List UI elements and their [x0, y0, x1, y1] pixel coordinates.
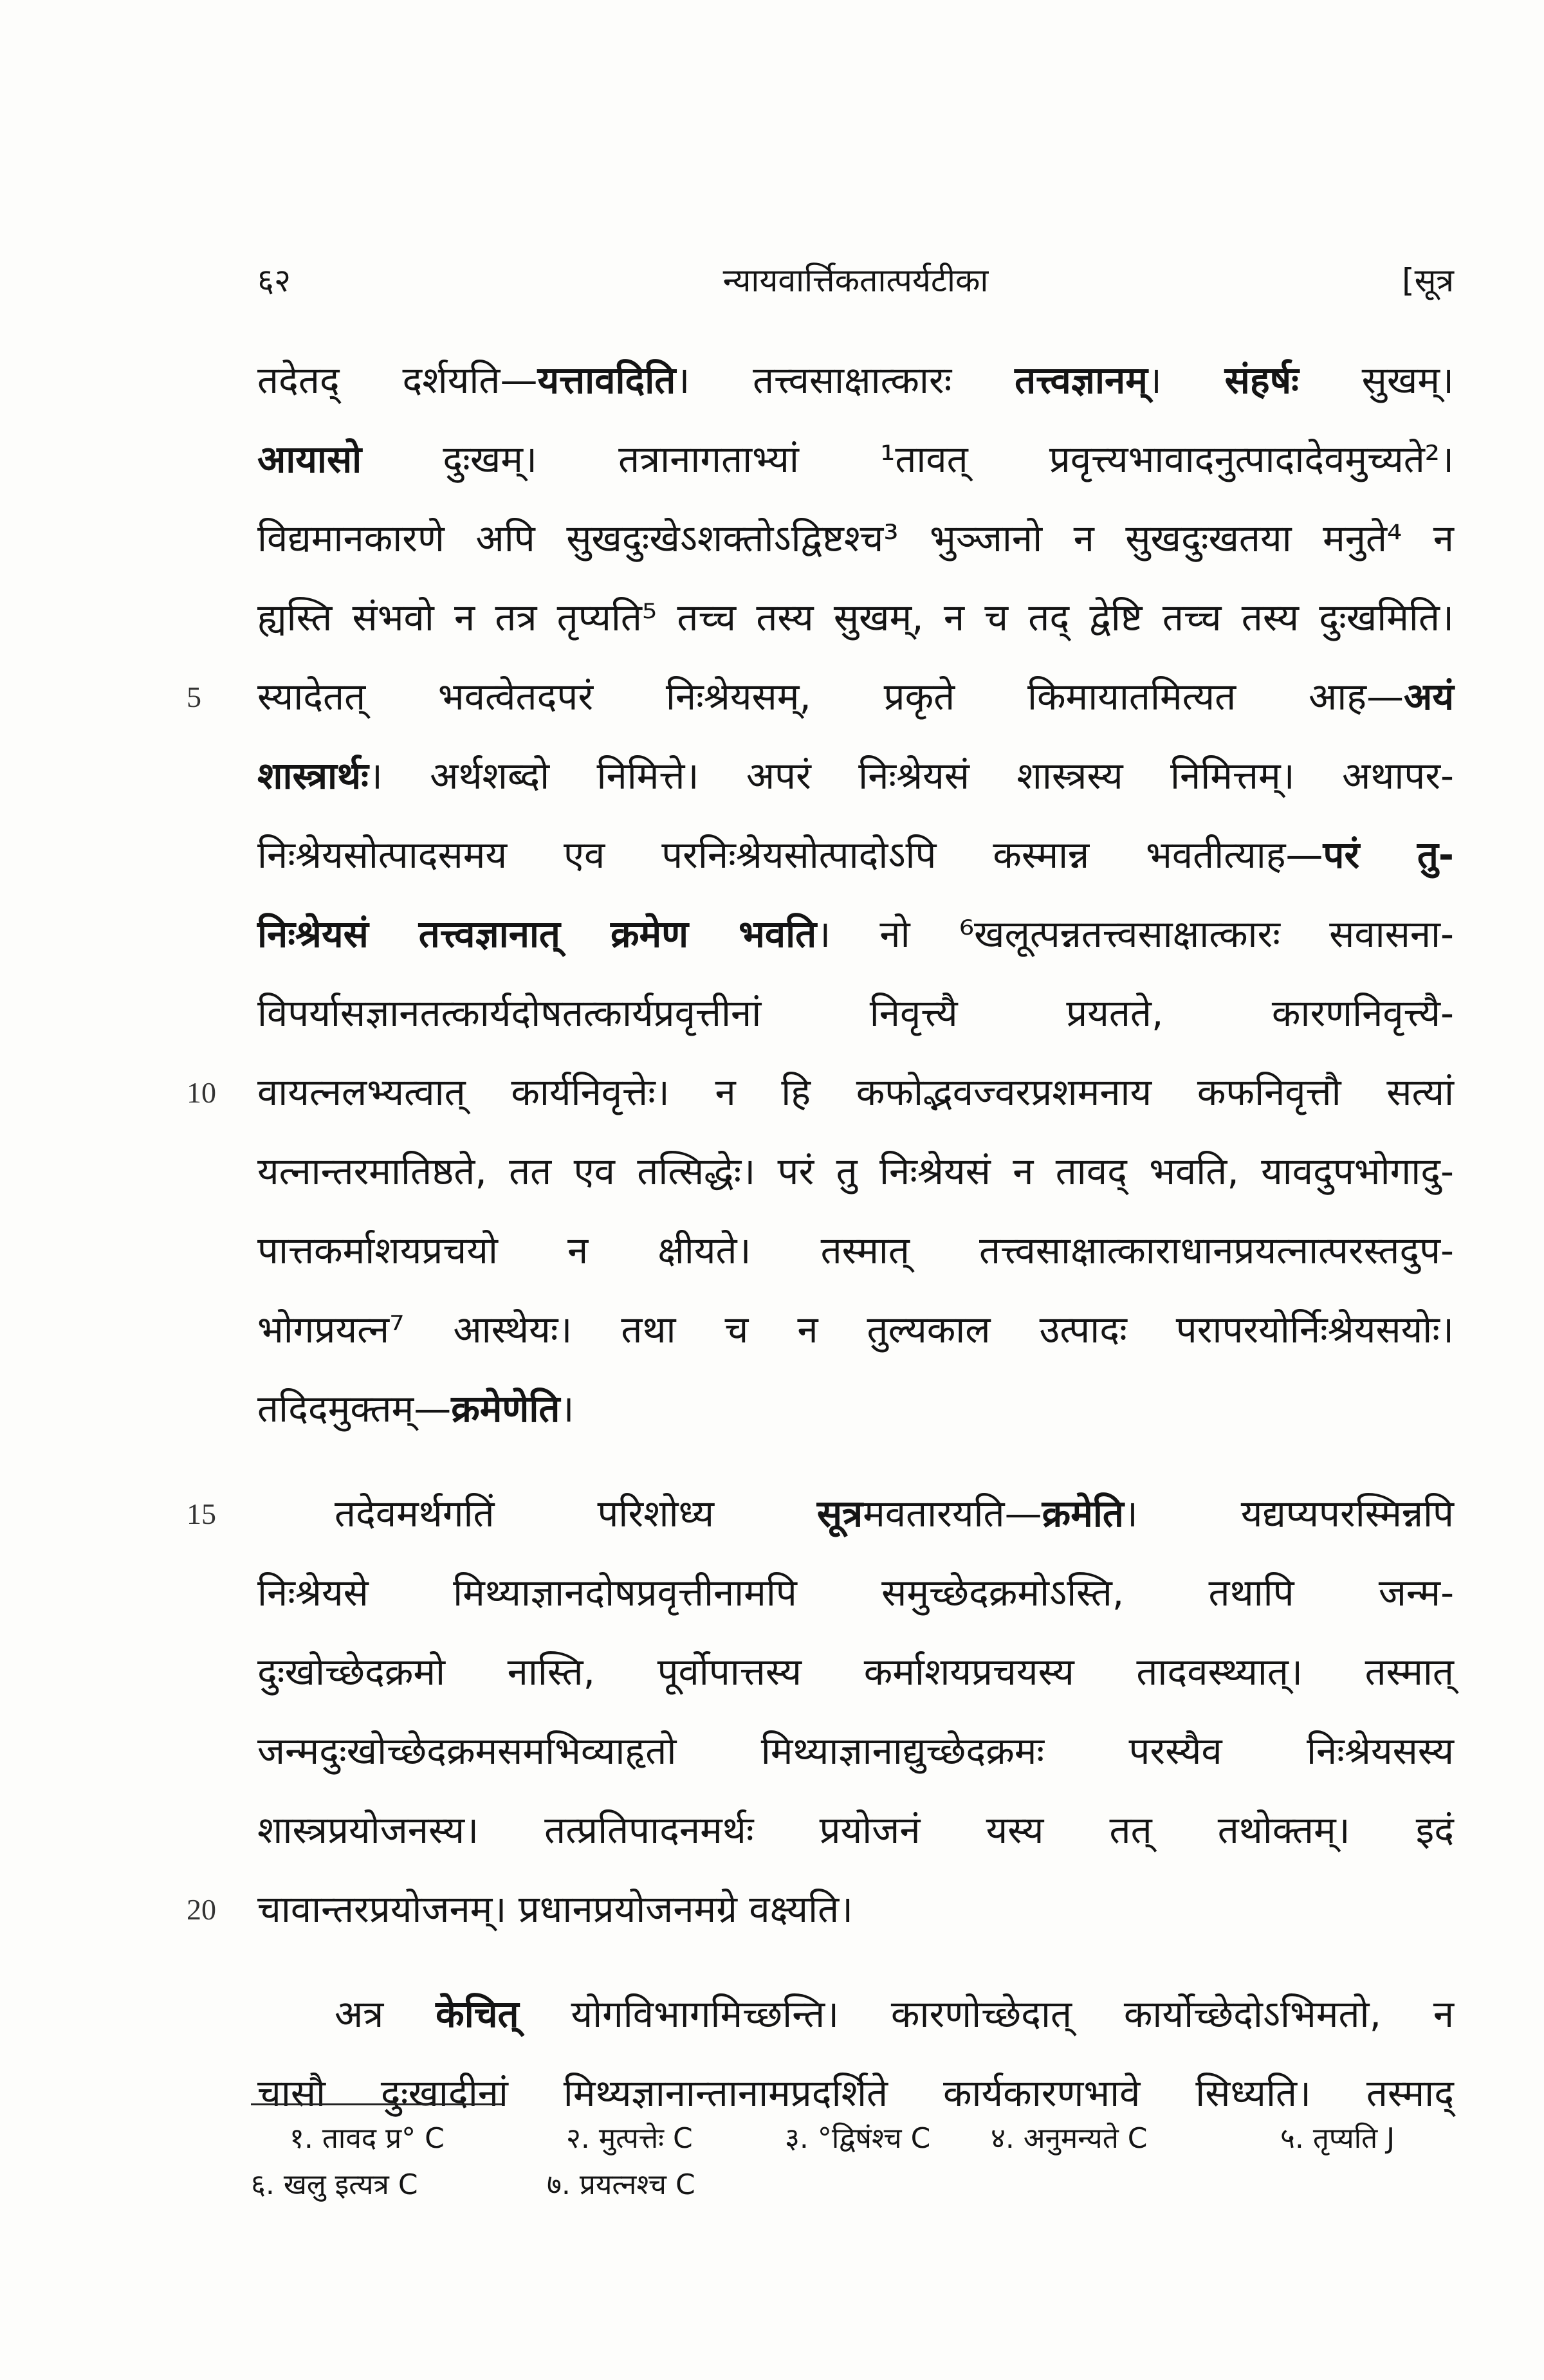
text-line	[187, 1053, 1454, 1132]
text-line	[257, 1975, 1454, 2054]
text-segment: शास्त्रप्रयोजनस्य। तत्प्रतिपादनमर्थः प्रयोजनं यस्य तत् तथोक्तम्। इदं	[257, 1808, 1454, 1852]
text-segment: ।	[560, 1387, 574, 1431]
bold-lemma: निःश्रेयसं तत्त्वज्ञानात् क्रमेण भवति	[257, 912, 817, 956]
text-segment: । तत्त्वसाक्षात्कारः	[676, 358, 1015, 402]
footnote-3: ३. °द्विषंश्च C	[785, 2122, 931, 2155]
bold-lemma: आयासो	[257, 437, 362, 481]
page-header	[257, 257, 1454, 315]
text-line	[257, 737, 1454, 816]
text-line	[257, 1633, 1454, 1712]
text-segment: मवतारयति—	[863, 1492, 1042, 1535]
text-segment: तदेतद् दर्शयति—	[257, 358, 538, 402]
text-segment: तदिदमुक्तम्—	[257, 1387, 452, 1431]
bold-lemma: केचित्	[436, 1992, 519, 2036]
line-number: 15	[187, 1497, 216, 1530]
text-line	[257, 1369, 1454, 1449]
text-line	[257, 420, 1454, 499]
bold-lemma: क्रमेति	[1042, 1492, 1124, 1535]
line-number: 10	[187, 1076, 216, 1109]
commentary-text	[187, 341, 1455, 2133]
bold-lemma: संहर्षः	[1224, 358, 1299, 402]
text-line	[257, 974, 1454, 1053]
text-segment: योगविभागमिच्छन्ति। कारणोच्छेदात् कार्योच्छेदोऽभिमतो, न	[519, 1992, 1455, 2036]
bold-lemma: परं तु-	[1323, 833, 1454, 877]
text-line	[257, 895, 1454, 974]
text-line	[257, 1290, 1454, 1369]
text-line	[257, 816, 1454, 895]
bold-lemma: यत्तावदिति	[537, 358, 676, 402]
text-line	[187, 1474, 1454, 1553]
text-segment: ।	[1147, 358, 1225, 402]
text-segment: अत्र	[335, 1992, 436, 2036]
text-line	[257, 341, 1454, 420]
text-segment: चावान्तरप्रयोजनम्। प्रधानप्रयोजनमग्रे वक्ष्यति।	[257, 1887, 854, 1931]
text-segment: वायत्नलभ्यत्वात् कार्यनिवृत्तेः। न हि कफोद्भवज्वरप्रशमनाय कफनिवृत्तौ सत्यां	[257, 1070, 1454, 1114]
text-segment: ह्यस्ति संभवो न तत्र तृप्यति⁵ तच्च तस्य सुखम्, न च तद् द्वेष्टि तच्च तस्य दुःखमिति।	[257, 596, 1454, 639]
text-line	[187, 1870, 1454, 1949]
footnotes	[251, 2116, 1460, 2209]
text-line	[257, 578, 1454, 657]
footnote-6: ६. खलु इत्यत्र C	[251, 2168, 418, 2201]
section-marker: [सूत्र	[1402, 262, 1454, 299]
text-segment: सुखम्।	[1298, 358, 1455, 402]
text-segment: दुःखोच्छेदक्रमो नास्ति, पूर्वोपात्तस्य कर्माशयप्रचयस्य तादवस्थ्यात्। तस्मात्	[257, 1650, 1454, 1694]
bold-lemma: सूत्र	[816, 1492, 863, 1535]
text-segment: । नो ⁶खलूत्पन्नतत्त्वसाक्षात्कारः सवासना-	[816, 912, 1454, 956]
text-line	[257, 1211, 1454, 1290]
text-line	[257, 499, 1454, 578]
bold-lemma: तत्त्वज्ञानम्	[1015, 358, 1148, 402]
line-number: 5	[187, 681, 201, 713]
text-segment: जन्मदुःखोच्छेदक्रमसमभिव्याहृतो मिथ्याज्ञानाद्युच्छेदक्रमः परस्यैव निःश्रेयसस्य	[257, 1729, 1454, 1773]
footnote-row	[251, 2163, 1460, 2209]
page-number: ६२	[257, 262, 291, 299]
text-line	[257, 1712, 1454, 1791]
text-segment: भोगप्रयत्न⁷ आस्थेयः। तथा च न तुल्यकाल उत्पादः परापरयोर्निःश्रेयसयोः।	[257, 1308, 1454, 1351]
bold-lemma: अयं	[1404, 675, 1454, 719]
text-segment: । यद्यप्यपरस्मिन्नपि	[1123, 1492, 1454, 1535]
text-line	[257, 1132, 1454, 1211]
text-segment: विद्यमानकारणे अपि सुखदुःखेऽशक्तोऽद्विष्टश्च³ भुञ्जानो न सुखदुःखतया मनुते⁴ न	[257, 517, 1454, 560]
text-segment: । अर्थशब्दो निमित्ते। अपरं निःश्रेयसं शास्त्रस्य निमित्तम्। अथापर-	[368, 754, 1454, 798]
text-segment: स्यादेतत् भवत्वेतदपरं निःश्रेयसम्, प्रकृते किमायातमित्यत आह—	[257, 675, 1404, 719]
bold-lemma: शास्त्रार्थः	[257, 754, 369, 798]
text-segment: पात्तकर्माशयप्रचयो न क्षीयते। तस्मात् तत्त्वसाक्षात्काराधानप्रयत्नात्परस्तदुप-	[257, 1229, 1454, 1272]
bold-lemma: क्रमेणेति	[451, 1387, 560, 1431]
text-segment: निःश्रेयसे मिथ्याज्ञानदोषप्रवृत्तीनामपि समुच्छेदक्रमोऽस्ति, तथापि जन्म-	[257, 1571, 1454, 1615]
text-segment: तदेवमर्थगतिं परिशोध्य	[335, 1492, 817, 1535]
text-segment: दुःखम्। तत्रानागताभ्यां ¹तावत् प्रवृत्त्यभावादनुत्पादादेवमुच्यते²।	[362, 437, 1454, 481]
footnote-1: १. तावद प्र° C	[290, 2122, 445, 2155]
footnote-divider	[251, 2103, 502, 2105]
text-segment: यत्नान्तरमातिष्ठते, तत एव तत्सिद्धेः। परं तु निःश्रेयसं न तावद् भवति, यावदुपभोगादु-	[257, 1149, 1454, 1193]
text-line	[257, 1553, 1454, 1633]
text-line	[187, 657, 1454, 737]
running-title: न्यायवार्त्तिकतात्पर्यटीका	[722, 262, 989, 299]
footnote-2: २. मुत्पत्तेः C	[566, 2122, 693, 2155]
text-segment: चासौ दुःखादीनां मिथ्यज्ञानान्तानामप्रदर्शिते कार्यकारणभावे सिध्यति। तस्माद्	[257, 2071, 1454, 2115]
text-segment: निःश्रेयसोत्पादसमय एव परनिःश्रेयसोत्पादोऽपि कस्मान्न भवतीत्याह—	[257, 833, 1323, 877]
line-number: 20	[187, 1893, 216, 1926]
footnote-7: ७. प्रयत्नश्च C	[547, 2168, 695, 2201]
text-line	[257, 1791, 1454, 1870]
footnote-row	[251, 2116, 1460, 2163]
footnote-5: ५. तृप्यति J	[1280, 2122, 1395, 2155]
text-segment: विपर्यासज्ञानतत्कार्यदोषतत्कार्यप्रवृत्तीनां निवृत्त्यै प्रयतते, कारणनिवृत्त्यै-	[257, 991, 1454, 1035]
footnote-4: ४. अनुमन्यते C	[991, 2122, 1148, 2155]
